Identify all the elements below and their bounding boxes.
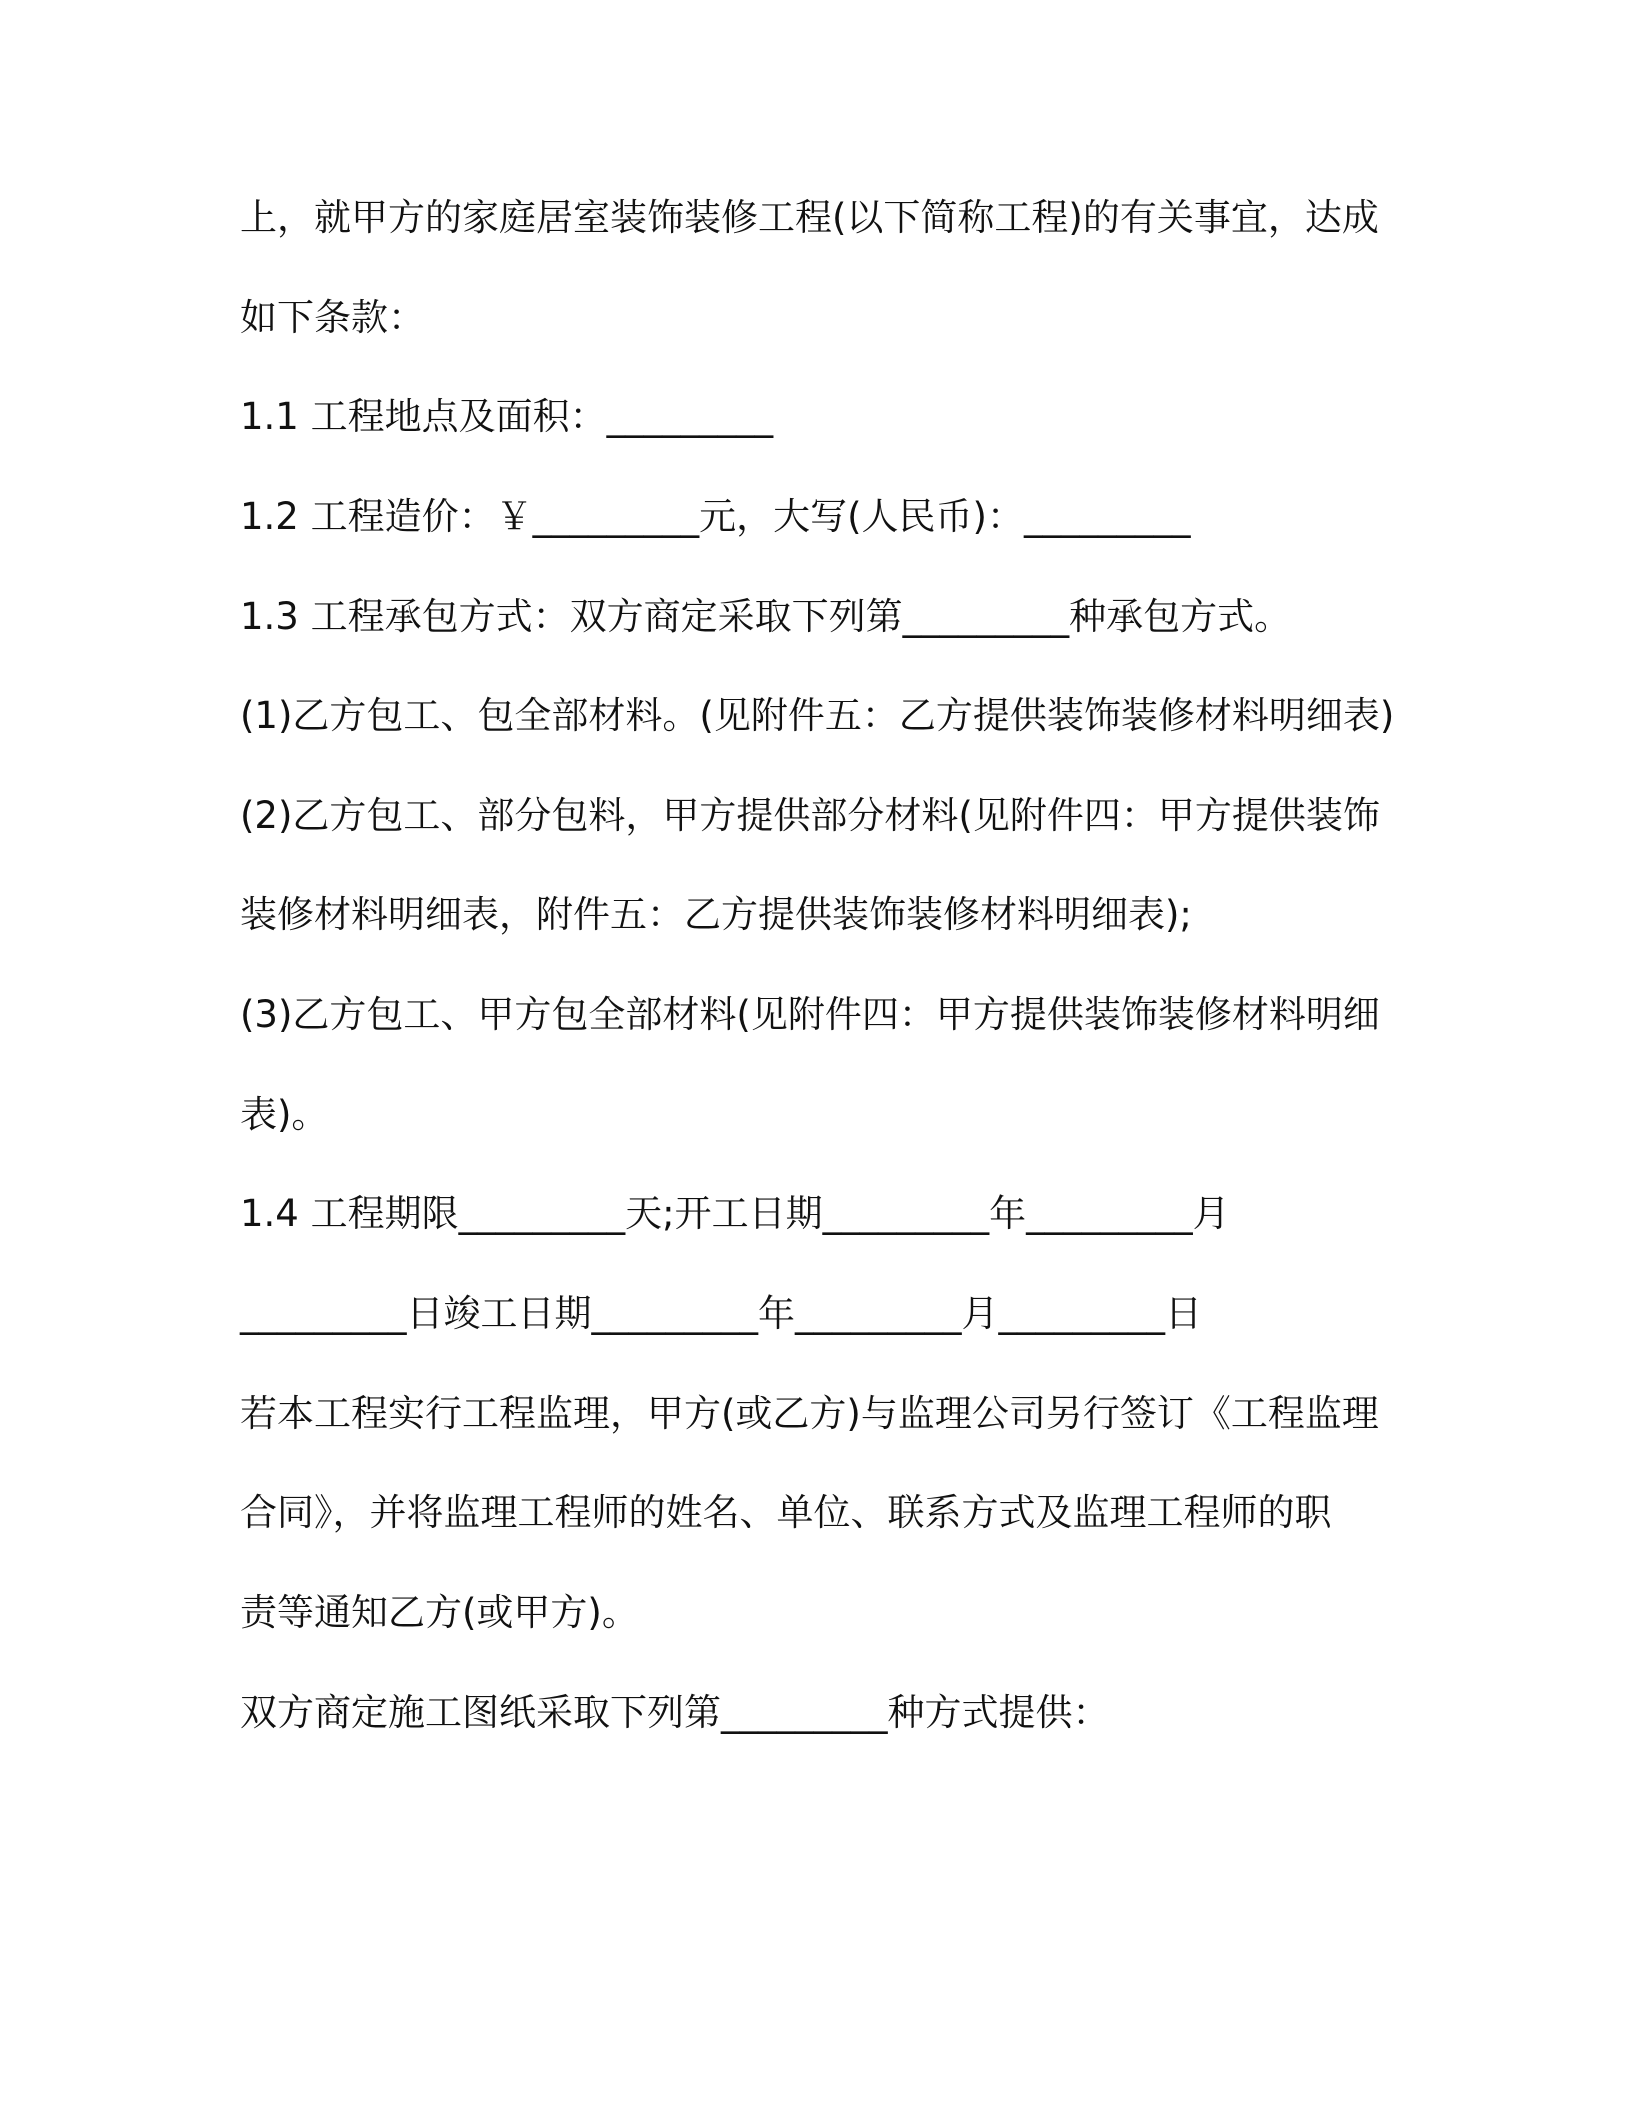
- supervision-paragraph-1: 若本工程实行工程监理，甲方(或乙方)与监理公司另行签订《工程监理: [240, 1392, 1379, 1435]
- supervision-paragraph-2: 合同》，并将监理工程师的姓名、单位、联系方式及监理工程师的职: [240, 1491, 1332, 1534]
- clause-1-4-schedule-1: 1.4 工程期限_________天;开工日期_________年_________月: [240, 1192, 1230, 1235]
- drawings-clause: 双方商定施工图纸采取下列第_________种方式提供：: [240, 1691, 1110, 1734]
- text-line-intro-2: 如下条款：: [240, 296, 425, 339]
- text-line-intro-1: 上，就甲方的家庭居室装饰装修工程(以下简称工程)的有关事宜，达成: [240, 196, 1379, 239]
- clause-1-3-contract-mode: 1.3 工程承包方式：双方商定采取下列第_________种承包方式。: [240, 595, 1292, 638]
- option-2-partial-materials-1: (2)乙方包工、部分包料，甲方提供部分材料(见附件四：甲方提供装饰: [240, 794, 1380, 837]
- option-1-all-materials: (1)乙方包工、包全部材料。(见附件五：乙方提供装饰装修材料明细表): [240, 694, 1395, 737]
- option-3-owner-materials-1: (3)乙方包工、甲方包全部材料(见附件四：甲方提供装饰装修材料明细: [240, 993, 1380, 1036]
- option-2-partial-materials-2: 装修材料明细表，附件五：乙方提供装饰装修材料明细表);: [240, 893, 1192, 936]
- clause-1-4-schedule-2: _________日竣工日期_________年_________月_________日: [240, 1292, 1202, 1335]
- supervision-paragraph-3: 责等通知乙方(或甲方)。: [240, 1591, 639, 1634]
- clause-1-2-cost: 1.2 工程造价：￥_________元，大写(人民币)：_________: [240, 495, 1191, 538]
- clause-1-1-location-area: 1.1 工程地点及面积：_________: [240, 395, 774, 438]
- option-3-owner-materials-2: 表)。: [240, 1093, 329, 1136]
